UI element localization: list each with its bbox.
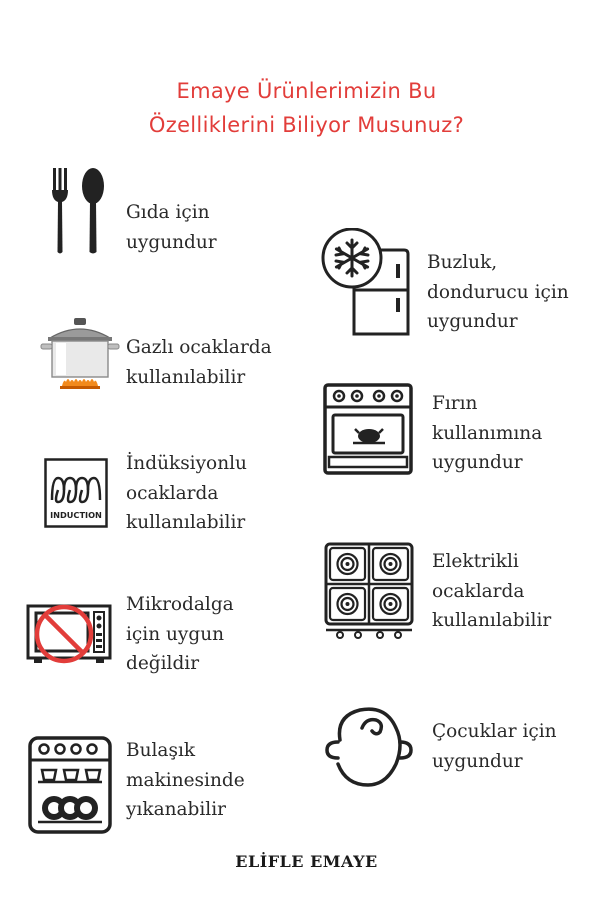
electric-cooktop-icon bbox=[324, 542, 414, 642]
feature-label: Bulaşık makinesinde yıkanabilir bbox=[126, 740, 245, 820]
feature-label: Mikrodalga için uygun değildir bbox=[126, 594, 234, 674]
brand-footer: ELİFLE EMAYE bbox=[235, 852, 378, 871]
page-title bbox=[0, 74, 613, 142]
feature-label: Gıda için uygundur bbox=[126, 202, 217, 253]
feature-label: Buzluk, dondurucu için uygundur bbox=[427, 252, 569, 332]
freezer-icon bbox=[320, 228, 410, 336]
title-line-1: Emaye Ürünlerimizin Bu bbox=[176, 79, 437, 103]
feature-label: Çocuklar için uygundur bbox=[432, 721, 557, 772]
induction-icon-text: INDUCTION bbox=[50, 510, 102, 520]
baby-face-icon bbox=[322, 706, 416, 788]
gas-stove-pot-icon bbox=[40, 316, 120, 392]
feature-label: İndüksiyonlu ocaklarda kullanılabilir bbox=[126, 453, 247, 533]
title-line-2: Özelliklerini Biliyor Musunuz? bbox=[148, 113, 465, 137]
dishwasher-icon bbox=[28, 736, 112, 834]
feature-label: Gazlı ocaklarda kullanılabilir bbox=[126, 337, 272, 388]
cutlery-icon bbox=[48, 166, 110, 256]
induction-icon bbox=[44, 458, 108, 528]
feature-label: Elektrikli ocaklarda kullanılabilir bbox=[432, 551, 552, 631]
oven-icon bbox=[323, 383, 413, 475]
feature-label: Fırın kullanımına uygundur bbox=[432, 393, 543, 473]
microwave-prohibited-icon bbox=[26, 602, 112, 666]
